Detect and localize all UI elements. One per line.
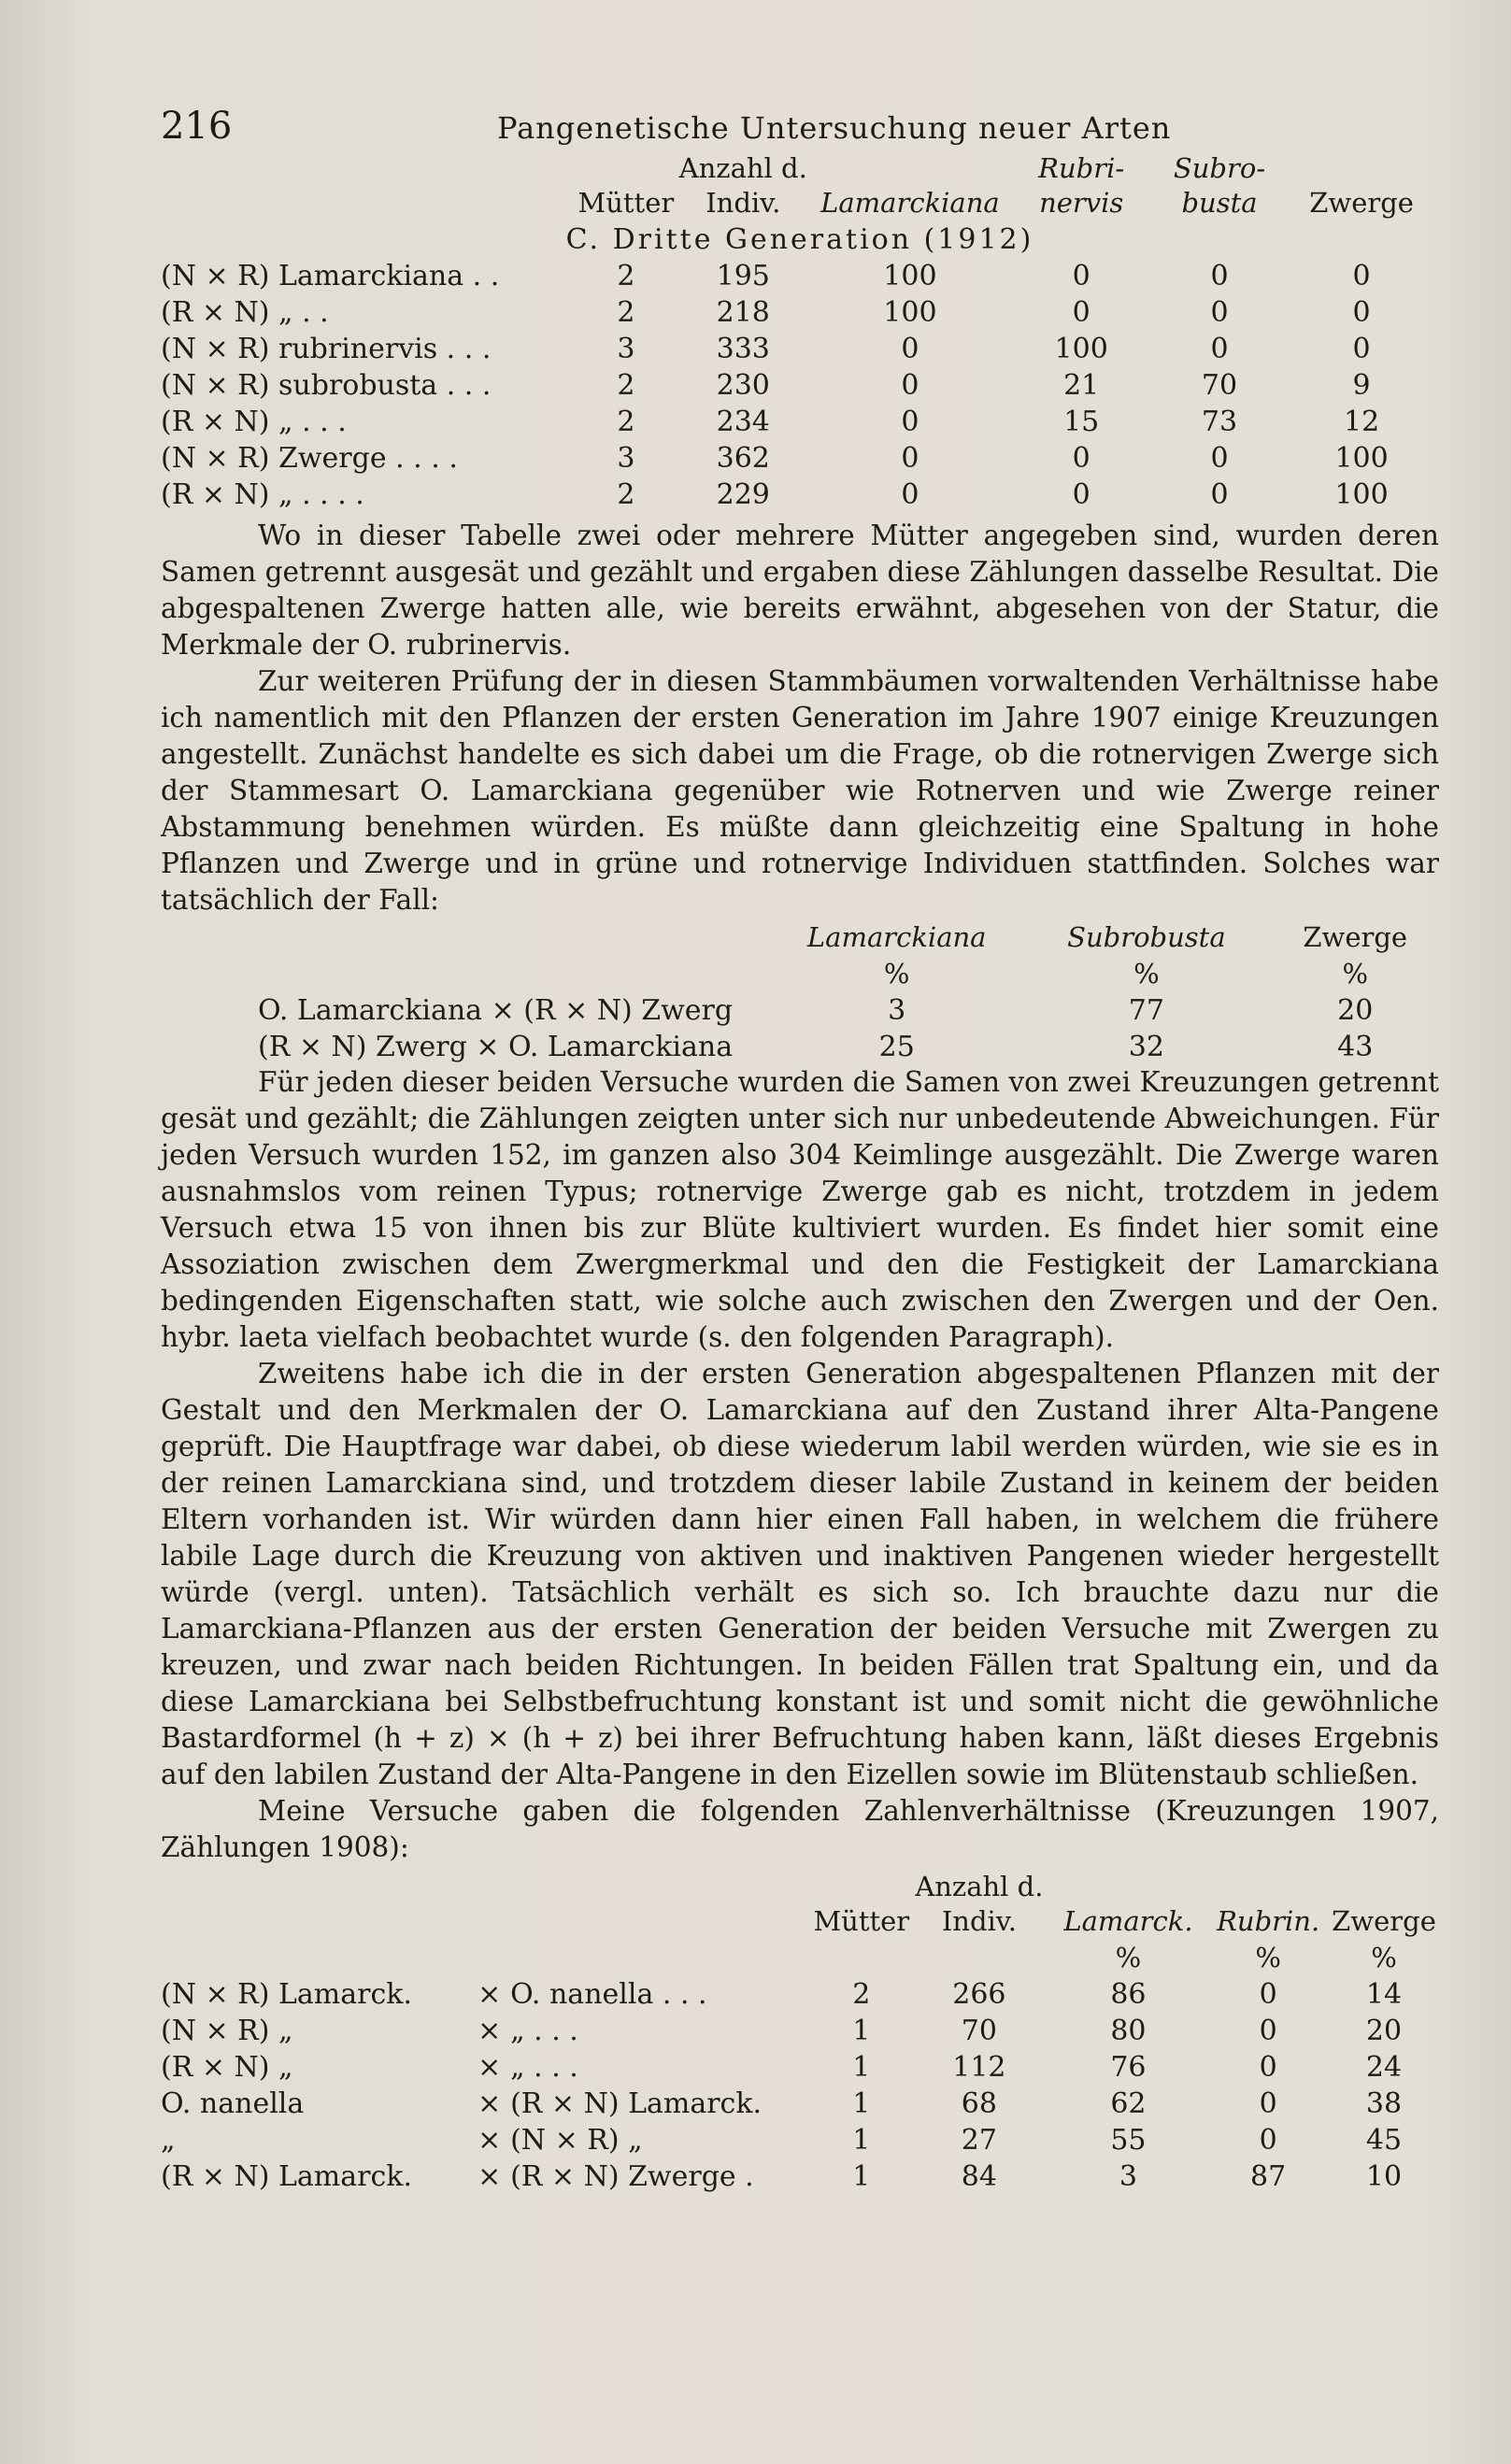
cell-value: 2 <box>617 478 635 511</box>
row-label-mother: (R × N) Lamarck. <box>161 2160 412 2193</box>
table-header-row <box>161 1870 1439 1939</box>
cell-value: 0 <box>1072 260 1090 292</box>
page-content <box>161 105 1439 2194</box>
cell-value: 362 <box>716 442 770 475</box>
cell-value: 266 <box>952 1978 1006 2011</box>
col-header: Lamarck. <box>1063 1905 1193 1937</box>
row-label-mother: O. nanella <box>161 2087 305 2120</box>
cross-symbol: × <box>478 2015 502 2047</box>
cell-value: 2 <box>617 369 635 402</box>
paragraph: Meine Versuche gaben die folgenden Zahlenverhältnisse (Kreuzungen 1907, Zählungen 1908): <box>161 1795 1439 1863</box>
row-label: (R × N) „ . . . . <box>161 478 364 511</box>
cell-value: 86 <box>1110 1978 1147 2011</box>
cell-value: 9 <box>1352 369 1371 402</box>
cell-value: 21 <box>1063 369 1100 402</box>
table-row <box>161 257 1439 293</box>
col-header: Anzahl d. Indiv. <box>678 152 807 219</box>
cell-value: 2 <box>617 406 635 438</box>
cell-value: 218 <box>716 296 770 329</box>
cell-value: 55 <box>1110 2124 1147 2157</box>
table-row <box>161 2048 1439 2085</box>
cell-value: 43 <box>1337 1031 1374 1063</box>
row-label: (R × N) „ . . <box>161 296 329 329</box>
cell-value: 0 <box>1352 333 1371 365</box>
table-row <box>161 1975 1439 2012</box>
cell-value: 12 <box>1344 406 1380 438</box>
col-header: Lamarckiana <box>806 921 987 953</box>
cell-value: 45 <box>1365 2124 1403 2157</box>
row-label: (R × N) „ . . . <box>161 406 347 438</box>
table-row <box>161 403 1439 439</box>
cell-value: 32 <box>1128 1031 1164 1063</box>
cell-value: 3 <box>617 442 635 475</box>
cell-value: 230 <box>716 369 770 402</box>
cell-value: 2 <box>617 260 635 292</box>
cell-value: 100 <box>1334 478 1389 511</box>
cell-value: 0 <box>901 369 919 402</box>
table-row <box>161 2012 1439 2048</box>
unit: % <box>1371 1942 1397 1973</box>
cell-value: 73 <box>1201 406 1238 438</box>
table-row <box>161 991 1439 1028</box>
col-header: Lamarckiana <box>820 187 1000 219</box>
cell-value: 100 <box>883 296 937 329</box>
cross-symbol: × <box>478 2087 502 2120</box>
table-row <box>161 1028 1439 1064</box>
cell-value: 3 <box>617 333 635 365</box>
cell-value: 195 <box>716 260 770 292</box>
cell-value: 333 <box>716 333 770 365</box>
cell-value: 1 <box>852 2087 871 2120</box>
row-label-mother: (N × R) Lamarck. <box>161 1978 412 2011</box>
page-number: 216 <box>161 105 233 148</box>
paragraph: Für jeden dieser beiden Versuche wurden die Samen von zwei Kreuzungen getrennt gesät und gezählt; die Zählungen zeigten unter sich nur unbedeutende Abweichungen. Für jeden Versuch wurden 152, im ganzen also 304 Keimlinge ausgezählt. Die Zwerge waren ausnahmslos vom reinen Typus; rotnervige Zwerge gab es nicht, trotzdem in jedem Versuch etwa 15 von ihnen bis zur Blüte kultiviert wurden. Es findet hier somit eine Assoziation zwischen dem Zwergmerkmal und den die Festigkeit der Lamarckiana bedingenden Eigenschaften statt, wie solche auch zwischen den Zwergen und der Oen. hybr. laeta vielfach beobachtet wurde (s. den folgenden Paragraph). <box>161 1066 1440 1353</box>
cell-value: 84 <box>961 2160 997 2193</box>
row-label-mother: (N × R) „ <box>161 2015 293 2047</box>
cell-value: 0 <box>1259 2051 1277 2084</box>
table-row <box>161 293 1439 330</box>
cell-value: 0 <box>901 478 919 511</box>
row-label: (N × R) Lamarckiana . . <box>161 260 500 292</box>
cell-value: 0 <box>901 406 919 438</box>
cell-value: 20 <box>1337 994 1374 1027</box>
col-header: Anzahl d. Indiv. <box>915 1871 1044 1937</box>
col-header: Zwerge <box>1332 1905 1436 1937</box>
cell-value: 70 <box>1201 369 1238 402</box>
cell-value: 62 <box>1110 2087 1147 2120</box>
cell-value: 38 <box>1365 2087 1403 2120</box>
col-header: Mütter <box>577 187 675 219</box>
cell-value: 1 <box>852 2160 871 2193</box>
row-label: (N × R) rubrinervis . . . <box>161 333 492 365</box>
cell-value: 229 <box>716 478 770 511</box>
cell-value: 0 <box>1352 260 1371 292</box>
cell-value: 0 <box>1210 333 1229 365</box>
unit: % <box>1255 1942 1281 1973</box>
cell-value: 0 <box>1259 2124 1277 2157</box>
table-cross-results <box>161 919 1439 1064</box>
cell-value: 0 <box>1259 1978 1277 2011</box>
col-header: Zwerge <box>1303 921 1408 953</box>
cell-value: 234 <box>716 406 770 438</box>
cell-value: 2 <box>852 1978 871 2011</box>
running-title: Pangenetische Untersuchung neuer Arten <box>497 110 1172 146</box>
paragraph: Zur weiteren Prüfung der in diesen Stammbäumen vorwaltenden Verhältnisse habe ich namentlich mit den Pflanzen der ersten Generation im Jahre 1907 einige Kreuzungen angestellt. Zunächst handelte es sich dabei um die Frage, ob die rotnervigen Zwerge sich der Stammesart O. Lamarckiana gegenüber wie Rotnerven und wie Zwerge reiner Abstammung benehmen würden. Es müßte dann gleichzeitig eine Spaltung in hohe Pflanzen und Zwerge und in grüne und rotnervige Individuen stattfinden. Solches war tatsächlich der Fall: <box>161 665 1439 916</box>
section-title: C. Dritte Generation (1912) <box>565 223 1034 256</box>
row-label: (N × R) subrobusta . . . <box>161 369 492 402</box>
col-header: Zwerge <box>1309 187 1414 219</box>
cell-value: 100 <box>1334 442 1389 475</box>
row-label: (R × N) Zwerg × O. Lamarckiana <box>258 1031 734 1063</box>
col-header: Mütter <box>813 1905 910 1937</box>
cell-value: 1 <box>852 2124 871 2157</box>
cell-value: 1 <box>852 2051 871 2084</box>
cell-value: 0 <box>901 442 919 475</box>
table-header-row <box>161 151 1439 221</box>
table-row <box>161 2121 1439 2158</box>
table-ratios <box>161 1870 1439 2194</box>
cell-value: 20 <box>1365 2015 1403 2047</box>
cross-symbol: × <box>478 2124 502 2157</box>
col-header: Subro- busta <box>1173 152 1266 219</box>
cell-value: 3 <box>888 994 906 1027</box>
row-label-father: (R × N) Zwerge . <box>510 2160 754 2193</box>
table-row <box>161 330 1439 366</box>
col-header: Rubrin. <box>1217 1905 1320 1937</box>
cell-value: 25 <box>878 1031 915 1063</box>
cell-value: 24 <box>1365 2051 1403 2084</box>
cell-value: 80 <box>1110 2015 1147 2047</box>
paragraph: Wo in dieser Tabelle zwei oder mehrere Mütter angegeben sind, wurden deren Samen getrennt ausgesät und gezählt und ergaben diese Zählungen dasselbe Resultat. Die abgespaltenen Zwerge hatten alle, wie bereits erwähnt, abgesehen von der Statur, die Merkmale der O. rubrinervis. <box>161 520 1439 661</box>
unit: % <box>883 958 910 990</box>
cell-value: 70 <box>961 2015 997 2047</box>
cell-value: 76 <box>1110 2051 1147 2084</box>
cell-value: 0 <box>1210 442 1229 475</box>
row-label-father: „ . . . <box>510 2051 578 2084</box>
page-header <box>161 105 1439 151</box>
unit-row <box>161 955 1439 991</box>
cell-value: 3 <box>1119 2160 1137 2193</box>
cell-value: 0 <box>1259 2015 1277 2047</box>
cell-value: 0 <box>1259 2087 1277 2120</box>
row-label-mother: „ <box>161 2124 176 2157</box>
table-row <box>161 476 1439 512</box>
cell-value: 0 <box>1210 296 1229 329</box>
table-row <box>161 439 1439 476</box>
cross-symbol: × <box>478 1978 502 2011</box>
cell-value: 77 <box>1128 994 1164 1027</box>
table-header-row <box>161 919 1439 955</box>
cell-value: 0 <box>1210 478 1229 511</box>
table-row <box>161 2158 1439 2194</box>
cell-value: 87 <box>1250 2160 1287 2193</box>
table-row <box>161 2085 1439 2121</box>
cell-value: 15 <box>1063 406 1100 438</box>
unit-row <box>161 1939 1439 1975</box>
unit: % <box>1133 958 1160 990</box>
row-label-mother: (R × N) „ <box>161 2051 293 2084</box>
cell-value: 0 <box>901 333 919 365</box>
cross-symbol: × <box>478 2051 502 2084</box>
cell-value: 10 <box>1365 2160 1403 2193</box>
paragraph: Zweitens habe ich die in der ersten Generation abgespaltenen Pflanzen mit der Gestalt und den Merkmalen der O. Lamarckiana auf den Zustand ihrer Alta-Pangene geprüft. Die Hauptfrage war dabei, ob diese wiederum labil werden würden, wie sie es in der reinen Lamarckiana sind, und trotzdem dieser labile Zustand in keinem der beiden Eltern vorhanden ist. Wir würden dann hier einen Fall haben, in welchem die frühere labile Lage durch die Kreuzung von aktiven und inaktiven Pangenen wieder hergestellt würde (vergl. unten). Tatsächlich verhält es sich so. Ich brauchte dazu nur die Lamarckiana-Pflanzen aus der ersten Generation der beiden Versuche mit Zwergen zu kreuzen, und zwar nach beiden Richtungen. In beiden Fällen trat Spaltung ein, und da diese Lamarckiana bei Selbstbefruchtung konstant ist und somit nicht die gewöhnliche Bastardformel (h + z) × (h + z) bei ihrer Befruchtung haben kann, läßt dieses Ergebnis auf den labilen Zustand der Alta-Pangene in den Eizellen sowie im Blütenstaub schließen. <box>161 1358 1439 1790</box>
cell-value: 100 <box>1054 333 1108 365</box>
cell-value: 2 <box>617 296 635 329</box>
cell-value: 14 <box>1365 1978 1403 2011</box>
cross-symbol: × <box>478 2160 502 2193</box>
row-label: (N × R) Zwerge . . . . <box>161 442 458 475</box>
cell-value: 112 <box>952 2051 1006 2084</box>
row-label: O. Lamarckiana × (R × N) Zwerg <box>258 994 734 1027</box>
cell-value: 100 <box>883 260 937 292</box>
table-third-generation <box>161 151 1439 512</box>
unit: % <box>1115 1942 1142 1973</box>
col-header: Rubri- nervis <box>1038 152 1125 219</box>
cell-value: 1 <box>852 2015 871 2047</box>
cell-value: 68 <box>961 2087 997 2120</box>
cell-value: 0 <box>1210 260 1229 292</box>
cell-value: 0 <box>1072 478 1090 511</box>
row-label-father: „ . . . <box>510 2015 578 2047</box>
unit: % <box>1342 958 1368 990</box>
col-header: Subrobusta <box>1067 921 1226 953</box>
row-label-father: (N × R) „ <box>510 2124 643 2157</box>
cell-value: 27 <box>961 2124 997 2157</box>
row-label-father: O. nanella . . . <box>510 1978 707 2011</box>
row-label-father: (R × N) Lamarck. <box>510 2087 763 2120</box>
table-row <box>161 366 1439 403</box>
cell-value: 0 <box>1072 296 1090 329</box>
cell-value: 0 <box>1072 442 1090 475</box>
cell-value: 0 <box>1352 296 1371 329</box>
